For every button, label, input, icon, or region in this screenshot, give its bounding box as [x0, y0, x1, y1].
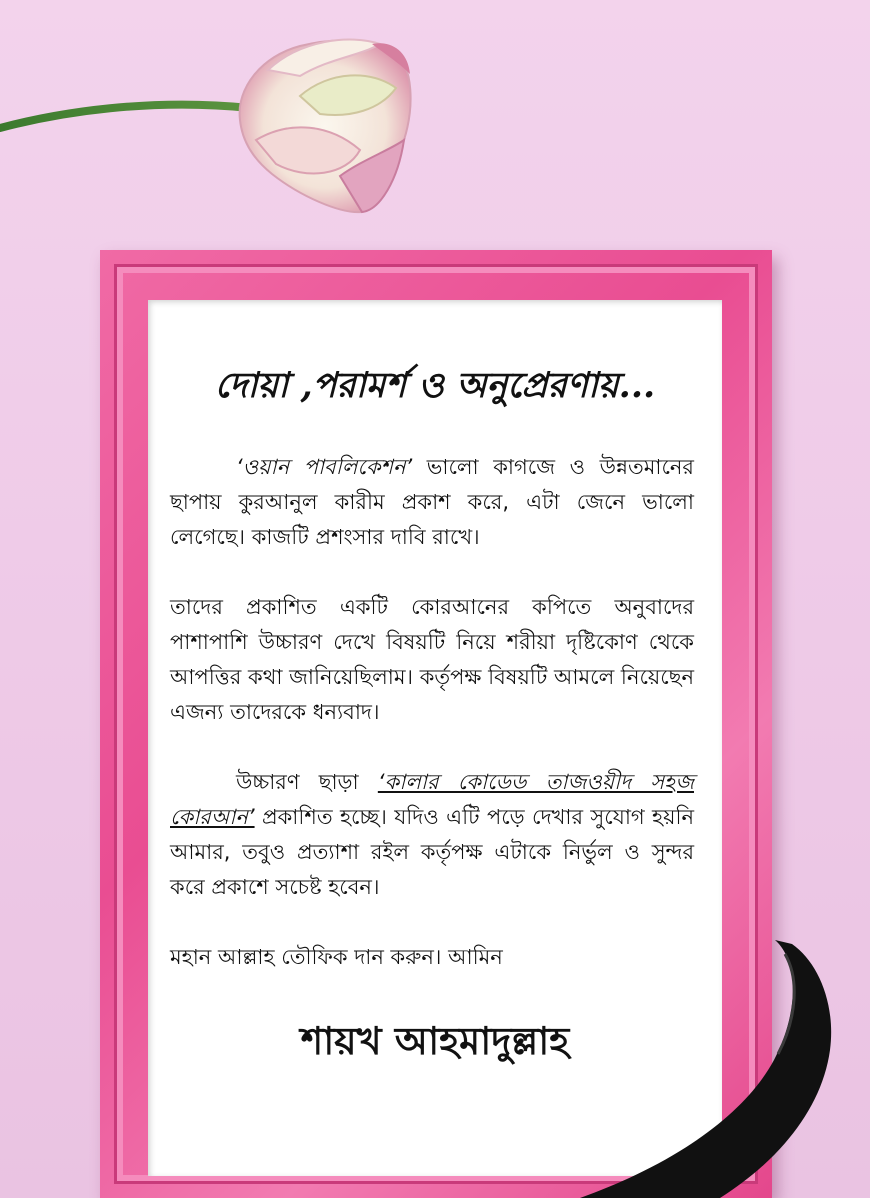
- paragraph-3-text: প্রকাশিত হচ্ছে। যদিও এটি পড়ে দেখার সুযোগ হয়নি আমার, তবুও প্রত্যাশা রইল কর্তৃপক্ষ এটাকে নির্ভুল ও সুন্দর করে প্রকাশে সচেষ্ট হবেন।: [170, 805, 694, 899]
- publisher-name: ‘ওয়ান পাবলিকেশন’: [236, 455, 413, 479]
- paragraph-1-text: ভালো কাগজে ও উন্নতমানের ছাপায় কুরআনুল কারীম প্রকাশ করে, এটা জেনে ভালো লেগেছে। কাজটি প্রশংসার দাবি রাখে।: [170, 455, 694, 549]
- paragraph-2: তাদের প্রকাশিত একটি কোরআনের কপিতে অনুবাদের পাশাপাশি উচ্চারণ দেখে বিষয়টি নিয়ে শরীয়া দৃষ্টিকোণ থেকে আপত্তির কথা জানিয়েছিলাম। কর্তৃপক্ষ বিষয়টি আমলে নিয়েছেন এজন্য তাদেরকে ধন্যবাদ।: [170, 595, 694, 724]
- paragraph-3: [170, 765, 694, 905]
- card-body: [170, 450, 694, 1010]
- card-title: দোয়া ,পরামর্শ ও অনুপ্রেরণায়...: [214, 365, 656, 406]
- black-mourning-ribbon: [560, 940, 870, 1198]
- paragraph-3-lead: উচ্চারণ ছাড়া: [236, 770, 378, 794]
- paragraph-4: মহান আল্লাহ তৌফিক দান করুন। আমিন: [170, 945, 503, 969]
- rose-flower-image: [0, 0, 430, 230]
- paragraph-1: [170, 450, 694, 555]
- book-title: ‘কালার কোডেড তাজওয়ীদ সহজ কোরআন’: [170, 770, 694, 829]
- signature-name: শায়খ আহমাদুল্লাহ: [300, 1018, 570, 1063]
